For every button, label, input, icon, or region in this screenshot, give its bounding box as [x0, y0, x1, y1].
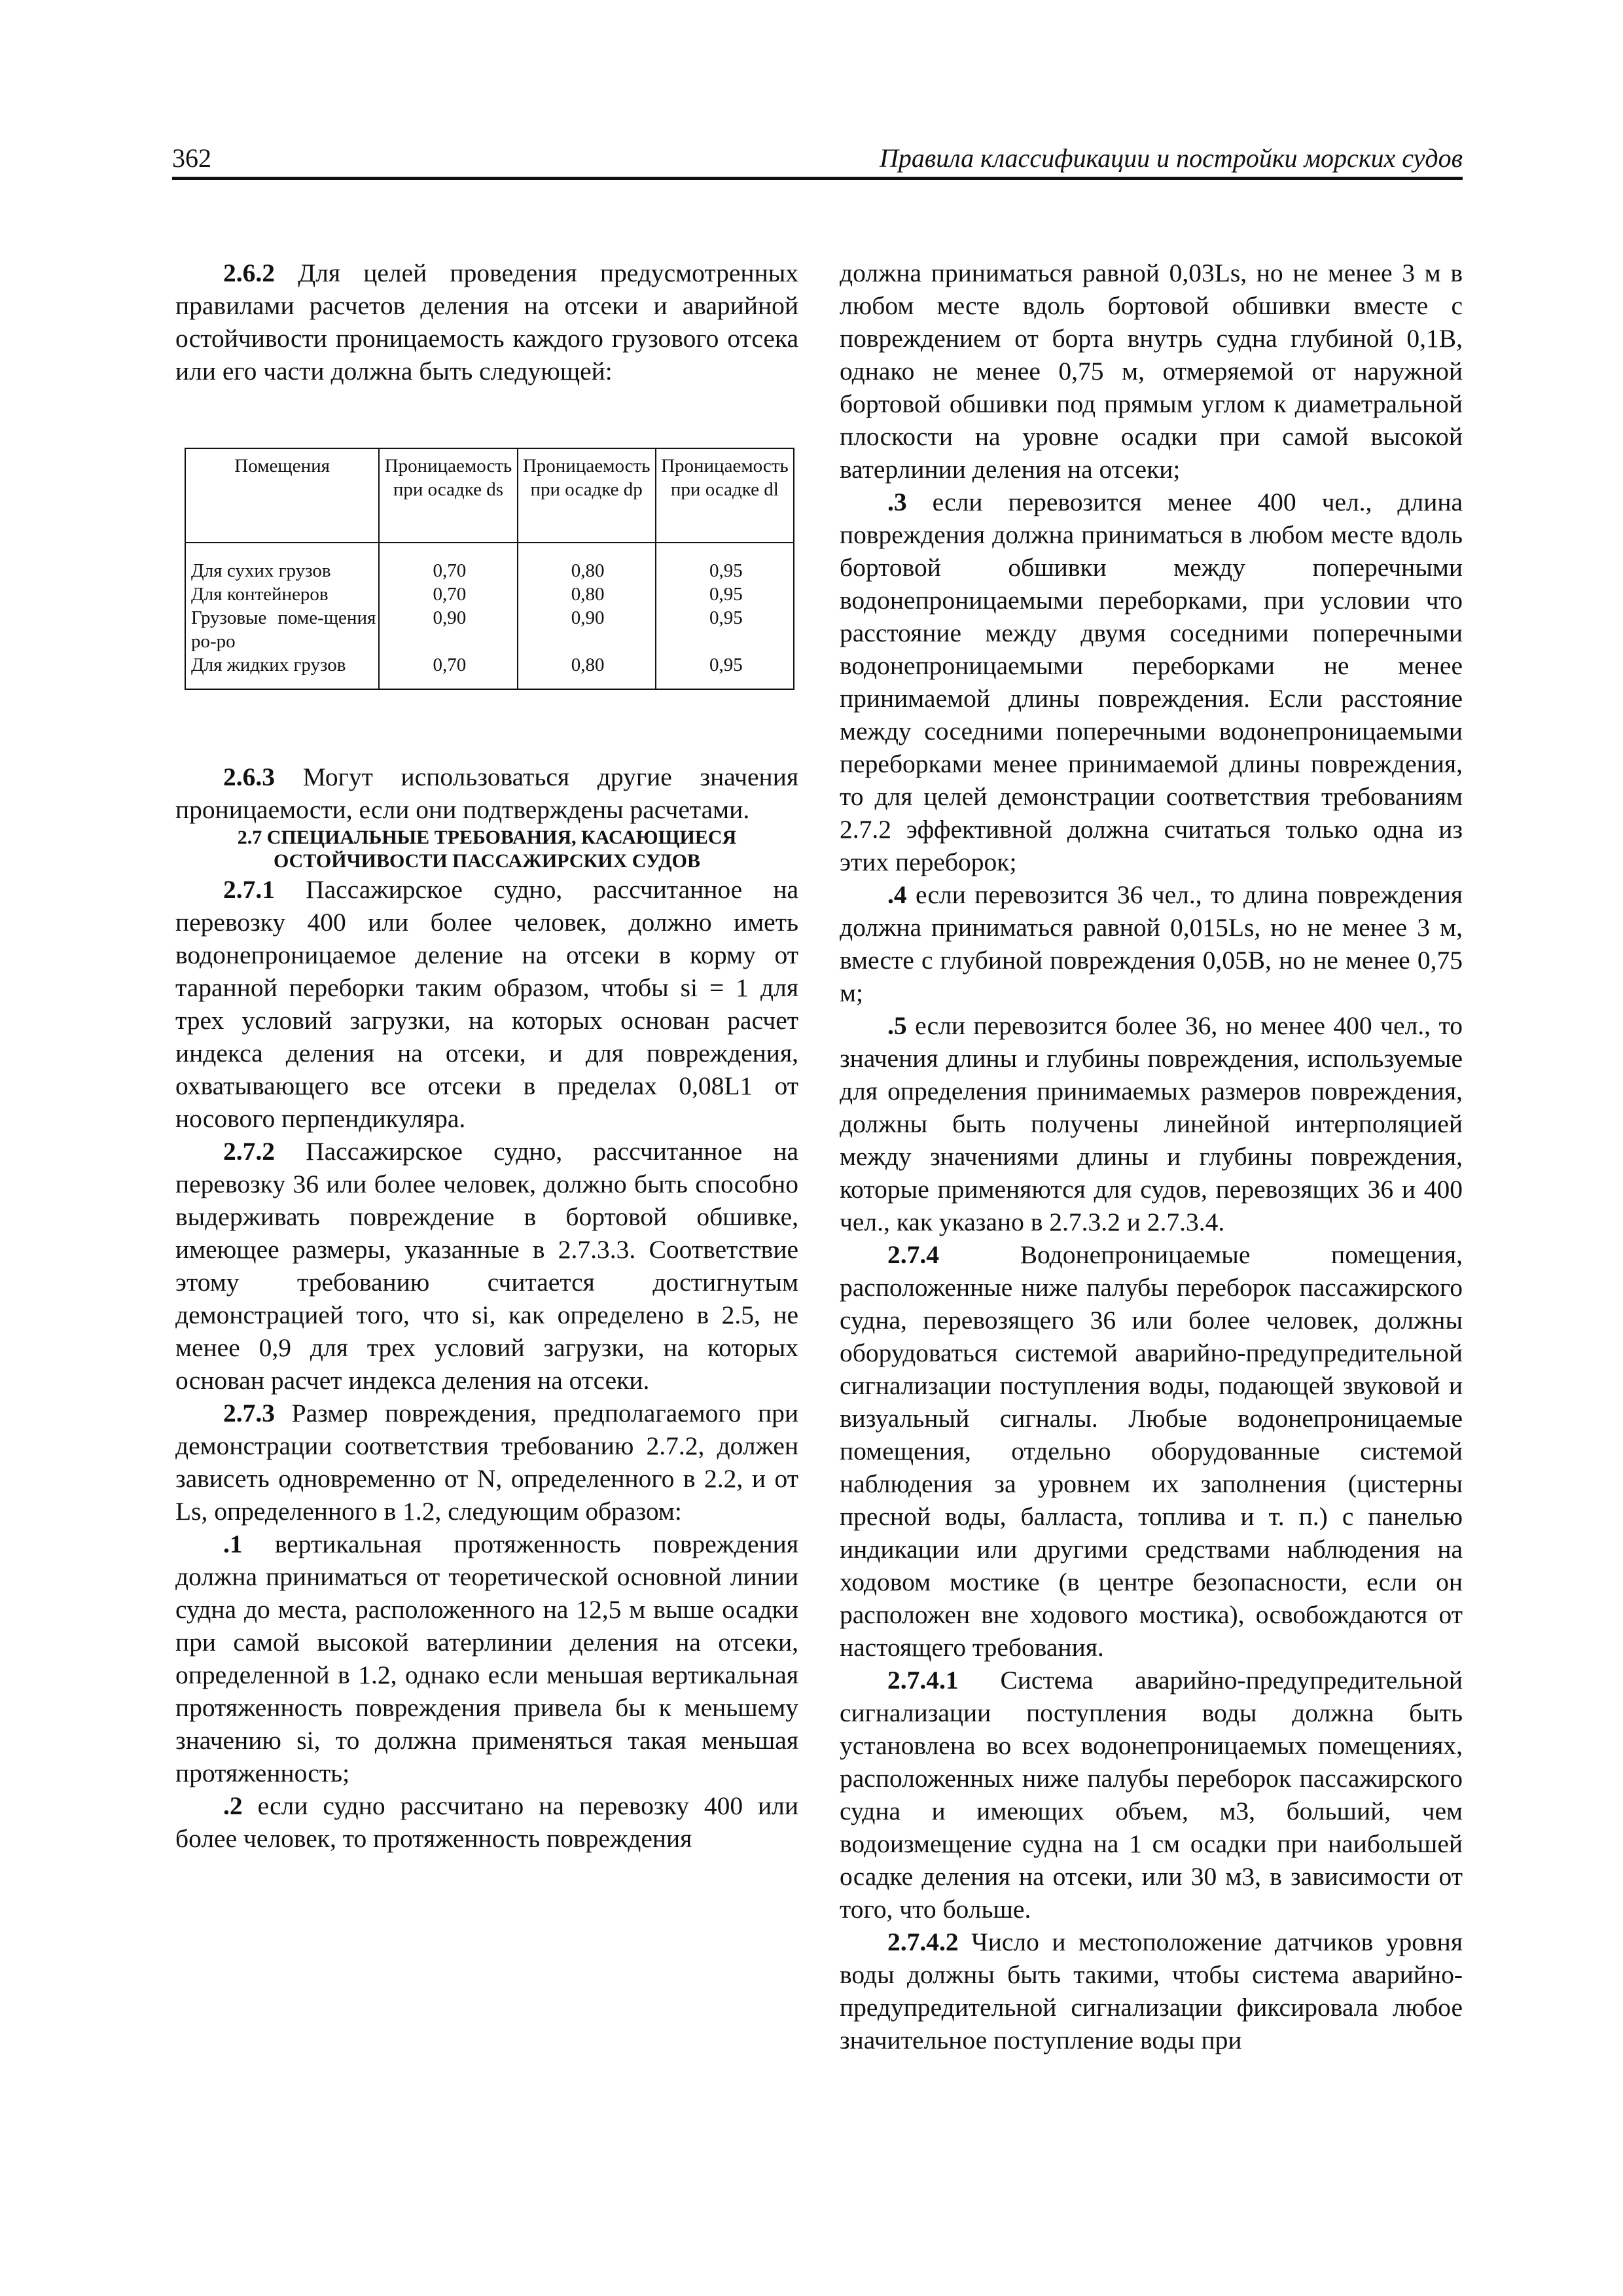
row-label: Для жидких грузов [191, 655, 346, 675]
col-header-ds: Проницаемость при осадке ds [379, 448, 517, 543]
col-header-dl: Проницаемость при осадке dl [656, 448, 794, 543]
section-heading-2-7: 2.7 СПЕЦИАЛЬНЫЕ ТРЕБОВАНИЯ, КАСАЮЩИЕСЯ ОСТОЙЧИВОСТИ ПАССАЖИРСКИХ СУДОВ [237, 827, 737, 872]
item-text: вертикальная протяженность повреждения должна приниматься от теоретической основной линии судна до места, расположенного на 12,5 м выше осадки при самой высокой ватерлинии деления на отсеки, определенной в 1.2, однако если меньшая вертикальная протяженность повреждения привела бы к меньшему значению si, то должна применяться такая меньшая протяженность; [175, 1530, 798, 1787]
paragraph-2-7-4 [840, 1238, 1463, 1664]
paragraph-2-7-4-1 [840, 1664, 1463, 1926]
cell-value: 0,90 [571, 607, 605, 628]
cell-value: 0,80 [571, 584, 605, 605]
clause-text: Для целей проведения предусмотренных правилами расчетов деления на отсеки и аварийной остойчивости проницаемость каждого грузового отсека или его части должна быть следующей: [175, 259, 798, 386]
item-4 [840, 878, 1463, 1009]
row-label: Для контейнеров [191, 584, 329, 605]
item-2-continued: должна приниматься равной 0,03Ls, но не менее 3 м в любом месте вдоль бортовой обшивки вместе с повреждением от борта внутрь судна глубиной 0,1B, однако не менее 0,75 м, отмеряемой от наружной бортовой обшивки под прямым углом к диаметральной плоскости на уровне осадки при самой высокой ватерлинии деления на отсеки; [840, 259, 1463, 484]
cell-value: 0,80 [571, 655, 605, 675]
permeability-table [185, 448, 794, 690]
paragraph-2-6-2 [175, 257, 798, 387]
cell-value: 0,95 [709, 584, 743, 605]
clause-text: Размер повреждения, предполагаемого при демонстрации соответствия требованию 2.7.2, должен зависеть одновременно от N, определенного в 2.2, и от Ls, определенного в 1.2, следующим образом: [175, 1399, 798, 1526]
item-1 [175, 1528, 798, 1789]
table-row [185, 543, 794, 689]
clause-text: Число и местоположение датчиков уровня воды должны быть такими, чтобы система аварийно-предупредительной сигнализации фиксировала любое значительное поступление воды при [840, 1928, 1463, 2054]
paragraph-2-7-4-2 [840, 1926, 1463, 2056]
item-number: .5 [887, 1011, 907, 1040]
cell-value: 0,95 [709, 560, 743, 581]
clause-number: 2.7.4.2 [887, 1928, 959, 1956]
paragraph-2-7-1 [175, 873, 798, 1135]
paragraph-2-7-3 [175, 1397, 798, 1528]
row-label: Для сухих грузов [191, 560, 331, 581]
row-label: Грузовые поме-щения ро-ро [191, 607, 376, 652]
item-text: если судно рассчитано на перевозку 400 или более человек, то протяженность повреждения [175, 1791, 799, 1853]
item-text: если перевозится менее 400 чел., длина повреждения должна приниматься в любом месте вдоль бортовой обшивки между поперечными водонепроницаемыми переборками, при условии что расстояние между двумя соседними поперечными водонепроницаемыми переборками не менее принимаемой длины повреждения. Если расстояние между соседними поперечными водонепроницаемыми переборками менее принимаемой длины повреждения, то для целей демонстрации соответствия требованиям 2.7.2 эффективной должна считаться только одна из этих переборок; [840, 488, 1463, 876]
clause-number: 2.7.4 [887, 1240, 939, 1269]
item-5 [840, 1009, 1463, 1238]
clause-number: 2.7.3 [223, 1399, 275, 1427]
running-title: Правила классификации и постройки морских судов [879, 143, 1463, 173]
paragraph-2-6-3 [175, 761, 798, 826]
item-text: если перевозится 36 чел., то длина повреждения должна приниматься равной 0,015Ls, но не менее 3 м, вместе с глубиной повреждения 0,05B, но не менее 0,75 м; [840, 880, 1463, 1007]
clause-text: Система аварийно-предупредительной сигнализации поступления воды должна быть установлена во всех водонепроницаемых помещениях, расположенных ниже палубы переборок пассажирского судна и имеющих объем, м3, больший, чем водоизмещение судна на 1 см осадки при наибольшей осадке деления на отсеки, или 30 м3, в зависимости от того, что больше. [840, 1666, 1463, 1924]
cell-value: 0,95 [709, 655, 743, 675]
clause-text: Пассажирское судно, рассчитанное на перевозку 36 или более человек, должно быть способно выдерживать повреждение в бортовой обшивке, имеющее размеры, указанные в 2.7.3.3. Соответствие этому требованию считается достигнутым демонстрацией того, что si, как определено в 2.5, не менее 0,9 для трех условий загрузки, на которых основан расчет индекса деления на отсеки. [175, 1137, 799, 1395]
table-header-row [185, 448, 794, 543]
header-rule [172, 177, 1463, 180]
clause-number: 2.6.3 [223, 762, 275, 791]
clause-number: 2.7.2 [223, 1137, 275, 1166]
col-header-dp: Проницаемость при осадке dp [518, 448, 656, 543]
ds-values-cell [379, 543, 517, 689]
page-number: 362 [172, 143, 211, 173]
clause-text: Водонепроницаемые помещения, расположенные ниже палубы переборок пассажирского судна, перевозящего 36 или более человек, должны оборудоваться системой аварийно-предупредительной сигнализации поступления воды, подающей звуковой и визуальный сигналы. Любые водонепроницаемые помещения, отдельно оборудованные системой наблюдения за уровнем их заполнения (цистерны пресной воды, балласта, топлива и т. п.) с панелью индикации или другими средствами наблюдения на ходовом мостике (в центре безопасности, если он расположен вне ходового мостика), освобождаются от настоящего требования. [840, 1240, 1463, 1662]
item-number: .4 [887, 880, 907, 909]
item-2 [175, 1789, 798, 1855]
paragraph-2-7-2 [175, 1135, 798, 1397]
cell-value: 0,95 [709, 607, 743, 628]
clause-number: 2.7.1 [223, 875, 275, 904]
clause-text: Пассажирское судно, рассчитанное на перевозку 400 или более человек, должно иметь водонепроницаемое деление на отсеки в корму от таранной переборки таким образом, чтобы si = 1 для трех условий загрузки, на которых основан расчет индекса деления на отсеки, и для повреждения, охватывающего все отсеки в пределах 0,08L1 от носового перпендикуляра. [175, 875, 799, 1133]
clause-number: 2.6.2 [223, 259, 275, 287]
dp-values-cell [518, 543, 656, 689]
cell-value: 0,80 [571, 560, 605, 581]
cell-value: 0,70 [433, 560, 467, 581]
left-column [175, 257, 798, 1855]
cell-value: 0,70 [433, 584, 467, 605]
item-number: .3 [887, 488, 907, 516]
item-number: .2 [223, 1791, 243, 1820]
item-text: если перевозится более 36, но менее 400 чел., то значения длины и глубины повреждения, используемые для определения принимаемых размеров повреждения, должны быть получены линейной интерполяцией между значениями длины и глубины повреждения, которые применяются для судов, перевозящих 36 и 400 чел., как указано в 2.7.3.2 и 2.7.3.4. [840, 1011, 1463, 1236]
cell-value: 0,70 [433, 655, 467, 675]
clause-number: 2.7.4.1 [887, 1666, 959, 1695]
row-labels-cell [185, 543, 379, 689]
col-header-spaces: Помещения [185, 448, 379, 543]
item-3 [840, 486, 1463, 878]
cell-value: 0,90 [433, 607, 467, 628]
item-number: .1 [223, 1530, 243, 1558]
right-column [840, 257, 1463, 2056]
clause-text: Могут использоваться другие значения проницаемости, если они подтверждены расчетами. [175, 762, 799, 824]
dl-values-cell [656, 543, 794, 689]
